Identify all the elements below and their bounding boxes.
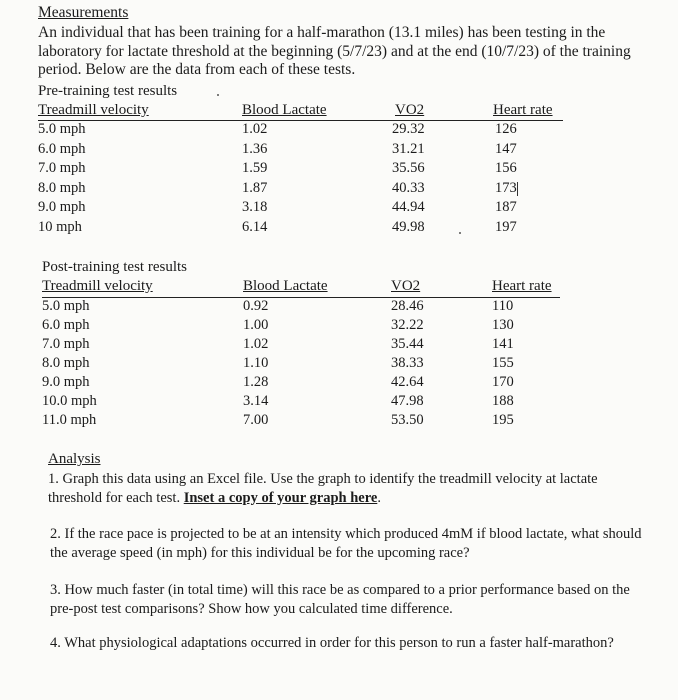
- pre-table-cell: 173: [495, 179, 517, 196]
- pre-table-title: Pre-training test results: [38, 83, 178, 99]
- pre-table-header-3: Heart rate: [493, 102, 553, 118]
- post-table-cell: 5.0 mph: [42, 298, 90, 314]
- post-table-cell: 28.46: [391, 298, 424, 314]
- post-table-cell: 1.00: [243, 317, 269, 333]
- pre-table-cell: 6.0 mph: [38, 140, 86, 157]
- post-table-header-1: Blood Lactate: [243, 278, 328, 294]
- question-1-instruction: Inset a copy of your graph here: [183, 489, 378, 506]
- pre-table-cell: 3.18: [242, 199, 268, 215]
- pre-table-cell: 5.0 mph: [38, 121, 86, 137]
- pre-table-cell: 1.36: [242, 140, 268, 157]
- intro-paragraph: An individual that has been training for a half-marathon (13.1 miles) has been testing in the laboratory for lactate threshold at the beginning (5/7/23) and at the end (10/7/23) of the training period. Below are the data from each of these tests.: [38, 24, 631, 78]
- pre-table-cell: 29.32: [392, 121, 425, 137]
- analysis-heading: Analysis: [48, 451, 101, 467]
- post-table-cell: 110: [492, 298, 514, 314]
- pre-table-cell: 49.98: [392, 218, 425, 235]
- pre-table-cell: 44.94: [392, 199, 425, 215]
- post-table-cell: 1.28: [243, 374, 269, 390]
- stray-dot: [459, 232, 461, 234]
- pre-table-cell: 10 mph: [38, 218, 82, 235]
- question-1: [48, 470, 648, 507]
- pre-table-cell: 1.02: [242, 121, 268, 137]
- question-2: 2. If the race pace is projected to be at an intensity which produced 4mM if blood lactate, what should the average speed (in mph) for this individual be for the upcoming race?: [50, 526, 642, 561]
- post-table-cell: 8.0 mph: [42, 355, 90, 371]
- post-table-cell: 1.02: [243, 336, 269, 352]
- post-table-title: Post-training test results: [42, 259, 187, 275]
- pre-table-cell: 6.14: [242, 218, 268, 235]
- pre-table-header-1: Blood Lactate: [242, 102, 327, 118]
- post-table-cell: 188: [492, 393, 514, 409]
- post-table-cell: 47.98: [391, 393, 424, 409]
- question-4: 4. What physiological adaptations occurred in order for this person to run a faster half-marathon?: [50, 635, 614, 651]
- pre-table-cell: 31.21: [392, 140, 425, 157]
- pre-table-cell: 7.0 mph: [38, 160, 86, 176]
- post-table-cell: 155: [492, 355, 514, 371]
- post-table-rule: [42, 297, 560, 298]
- post-table-cell: 53.50: [391, 412, 424, 428]
- post-table-cell: 130: [492, 317, 514, 333]
- pre-table-cell: 40.33: [392, 179, 425, 196]
- pre-table-cell: 9.0 mph: [38, 199, 86, 215]
- post-table-cell: 38.33: [391, 355, 424, 371]
- post-table-header-2: VO2: [391, 278, 421, 294]
- post-table-header-3: Heart rate: [492, 278, 552, 294]
- post-table-cell: 1.10: [243, 355, 269, 371]
- post-table-cell: 35.44: [391, 336, 424, 352]
- post-table-cell: 10.0 mph: [42, 393, 97, 409]
- post-table-cell: 11.0 mph: [42, 412, 97, 428]
- post-table-cell: 7.00: [243, 412, 269, 428]
- pre-table-cell: 156: [495, 160, 517, 176]
- pre-table-header-0: Treadmill velocity: [38, 102, 149, 118]
- question-3: 3. How much faster (in total time) will this race be as compared to a prior performance based on the pre-post test comparisons? Show how you calculated time difference.: [50, 582, 630, 617]
- post-table-cell: 170: [492, 374, 514, 390]
- post-table-cell: 195: [492, 412, 514, 428]
- pre-table-cell: 126: [495, 121, 517, 137]
- stray-mark: [217, 94, 219, 96]
- pre-table-cell: 1.87: [242, 179, 268, 196]
- pre-table-header-2: VO2: [395, 102, 425, 118]
- post-table-cell: 0.92: [243, 298, 269, 314]
- pre-table-cell: 1.59: [242, 160, 268, 176]
- pre-table-cell: 8.0 mph: [38, 179, 86, 196]
- pre-table-cell: 147: [495, 140, 517, 157]
- pre-table-rule: [38, 120, 563, 121]
- post-table-cell: 42.64: [391, 374, 424, 390]
- post-table-cell: 6.0 mph: [42, 317, 90, 333]
- post-table-cell: 9.0 mph: [42, 374, 90, 390]
- post-table-cell: 32.22: [391, 317, 424, 333]
- question-1-text: 1. Graph this data using an Excel file. Use the graph to identify the treadmill velocity at lactate threshold for each test.: [48, 471, 598, 506]
- pen-mark: [517, 182, 518, 196]
- question-1-end: .: [377, 489, 381, 506]
- post-table-cell: 3.14: [243, 393, 269, 409]
- pre-table-cell: 187: [495, 199, 517, 215]
- section-heading: Measurements: [38, 4, 129, 21]
- pre-table-cell: 197: [495, 218, 517, 235]
- post-table-header-0: Treadmill velocity: [42, 278, 153, 294]
- pre-table-cell: 35.56: [392, 160, 425, 176]
- post-table-cell: 141: [492, 336, 514, 352]
- post-table-cell: 7.0 mph: [42, 336, 90, 352]
